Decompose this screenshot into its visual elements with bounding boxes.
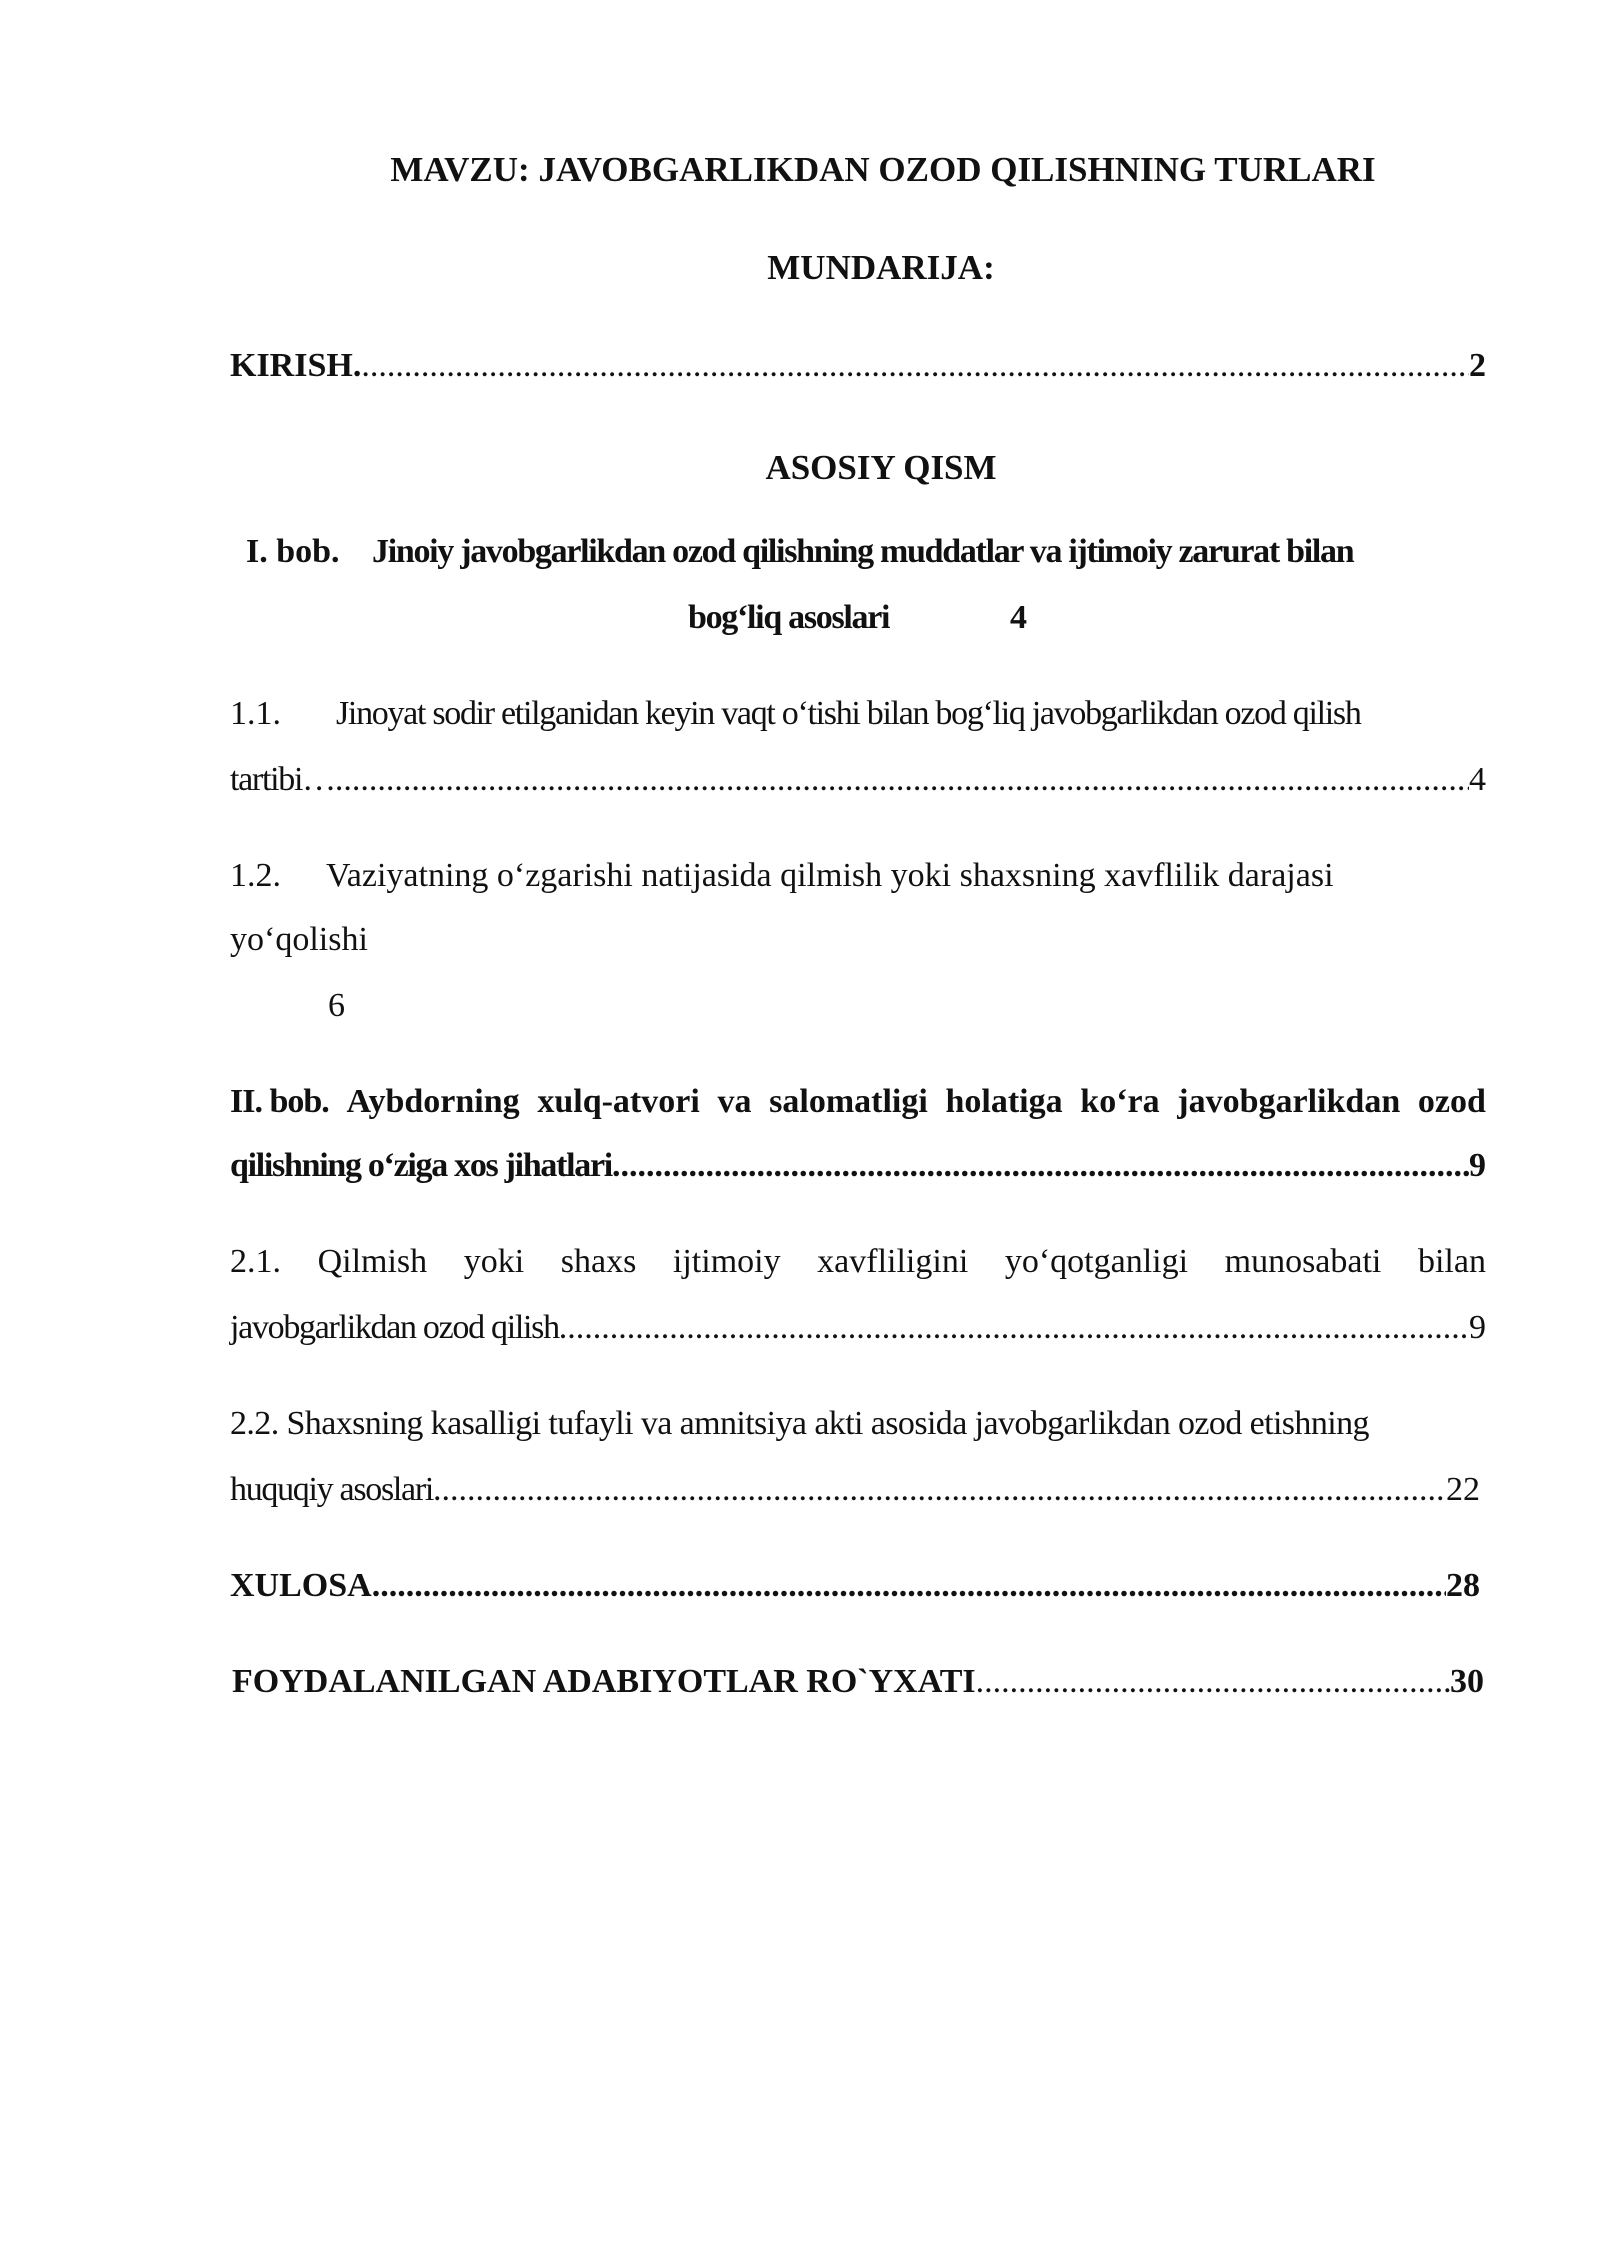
chapter-2-word: Aybdorning xyxy=(346,1083,520,1120)
toc-entry-1-1-cont xyxy=(230,758,1486,802)
section-1-1-number: 1.1. xyxy=(230,695,281,732)
document-title: MAVZU: JAVOBGARLIKDAN OZOD QILISHNING TURLARI xyxy=(390,150,1376,189)
toc-entry-references[interactable] xyxy=(232,1660,1484,1704)
dot-leader xyxy=(433,1468,1446,1512)
toc-entry-intro[interactable] xyxy=(230,344,1486,388)
chapter-2-number: II. bob. xyxy=(230,1083,329,1120)
toc-entry-1-2[interactable] xyxy=(230,854,1486,898)
section-2-1-word: yo‘qotganligi xyxy=(1004,1243,1189,1280)
toc-intro-page: 2 xyxy=(1469,347,1486,384)
dot-leader xyxy=(372,1564,1446,1608)
section-2-1-page: 9 xyxy=(1469,1309,1486,1346)
dot-leader xyxy=(335,758,1469,802)
section-2-1-word: shaxs xyxy=(560,1243,637,1280)
chapter-2-word: ozod xyxy=(1417,1083,1486,1120)
toc-entry-chapter-2[interactable] xyxy=(230,1080,1486,1124)
chapter-2-word: ko‘ra xyxy=(1080,1083,1160,1120)
section-2-2-title-line2: huquqiy asoslari xyxy=(230,1471,434,1508)
dot-leader xyxy=(612,1144,1469,1188)
toc-entry-chapter-2-cont xyxy=(230,1144,1486,1188)
chapter-1-title-line1: Jinoiy javobgarlikdan ozod qilishning muddatlar va ijtimoiy zarurat bilan xyxy=(372,533,1354,570)
section-2-1-word: bilan xyxy=(1417,1243,1486,1280)
section-2-1-word: yoki xyxy=(463,1243,525,1280)
chapter-1-page: 4 xyxy=(1010,599,1027,636)
section-1-2-title-line2: yo‘qolishi xyxy=(230,921,368,958)
section-2-1-word: Qilmish xyxy=(317,1243,428,1280)
section-1-2-number: 1.2. xyxy=(230,857,281,894)
contents-heading: MUNDARIJA: xyxy=(767,248,995,287)
section-2-1-title-line2: javobgarlikdan ozod qilish xyxy=(230,1309,559,1346)
chapter-2-word: xulq-atvori xyxy=(537,1083,700,1120)
chapter-2-title-line2: qilishning o‘ziga xos jihatlari xyxy=(230,1147,612,1184)
references-label: FOYDALANILGAN ADABIYOTLAR RO`YXATI xyxy=(232,1663,976,1700)
section-1-1-title-line1: Jinoyat sodir etilganidan keyin vaqt o‘tishi bilan bog‘liq javobgarlikdan ozod qilish xyxy=(336,695,1361,732)
toc-entry-2-2-cont xyxy=(230,1468,1480,1512)
dot-leader xyxy=(361,344,1469,388)
conclusion-label: XULOSA xyxy=(230,1567,372,1604)
toc-entry-1-1[interactable] xyxy=(230,692,1486,736)
section-2-1-number: 2.1. xyxy=(230,1243,281,1280)
section-2-2-page: 22 xyxy=(1446,1471,1480,1508)
main-part-heading: ASOSIY QISM xyxy=(765,448,997,487)
chapter-1-number: I. bob. xyxy=(246,533,340,570)
toc-entry-conclusion[interactable] xyxy=(230,1564,1480,1608)
chapter-2-word: holatiga xyxy=(945,1083,1063,1120)
toc-entry-chapter-1-cont xyxy=(688,596,1088,640)
chapter-2-word: javobgarlikdan xyxy=(1177,1083,1401,1120)
section-2-1-word: munosabati xyxy=(1224,1243,1382,1280)
section-2-1-word: xavfliligini xyxy=(817,1243,969,1280)
section-1-2-page: 6 xyxy=(328,987,345,1024)
chapter-2-word: salomatligi xyxy=(769,1083,928,1120)
section-2-2-title-line1[interactable]: 2.2. Shaxsning kasalligi tufayli va amnitsiya akti asosida javobgarlikdan ozod etishning xyxy=(230,1405,1369,1442)
toc-entry-chapter-1[interactable] xyxy=(246,530,1486,574)
references-page: 30 xyxy=(1450,1663,1484,1700)
toc-entry-2-1[interactable] xyxy=(230,1240,1486,1284)
dot-leader xyxy=(976,1660,1450,1704)
toc-intro-label: KIRISH. xyxy=(230,347,362,384)
section-2-1-word: ijtimoiy xyxy=(672,1243,781,1280)
chapter-2-page: 9 xyxy=(1469,1147,1486,1184)
chapter-1-title-line2: bog‘liq asoslari xyxy=(688,599,890,636)
section-1-2-title-line1: Vaziyatning o‘zgarishi natijasida qilmish yoki shaxsning xavflilik darajasi xyxy=(326,857,1334,894)
dot-leader xyxy=(559,1306,1469,1350)
chapter-2-word: va xyxy=(717,1083,752,1120)
conclusion-page: 28 xyxy=(1446,1567,1480,1604)
section-1-1-page: 4 xyxy=(1469,761,1486,798)
section-1-1-title-line2: tartibi… xyxy=(230,761,335,798)
toc-entry-2-1-cont xyxy=(230,1306,1486,1350)
